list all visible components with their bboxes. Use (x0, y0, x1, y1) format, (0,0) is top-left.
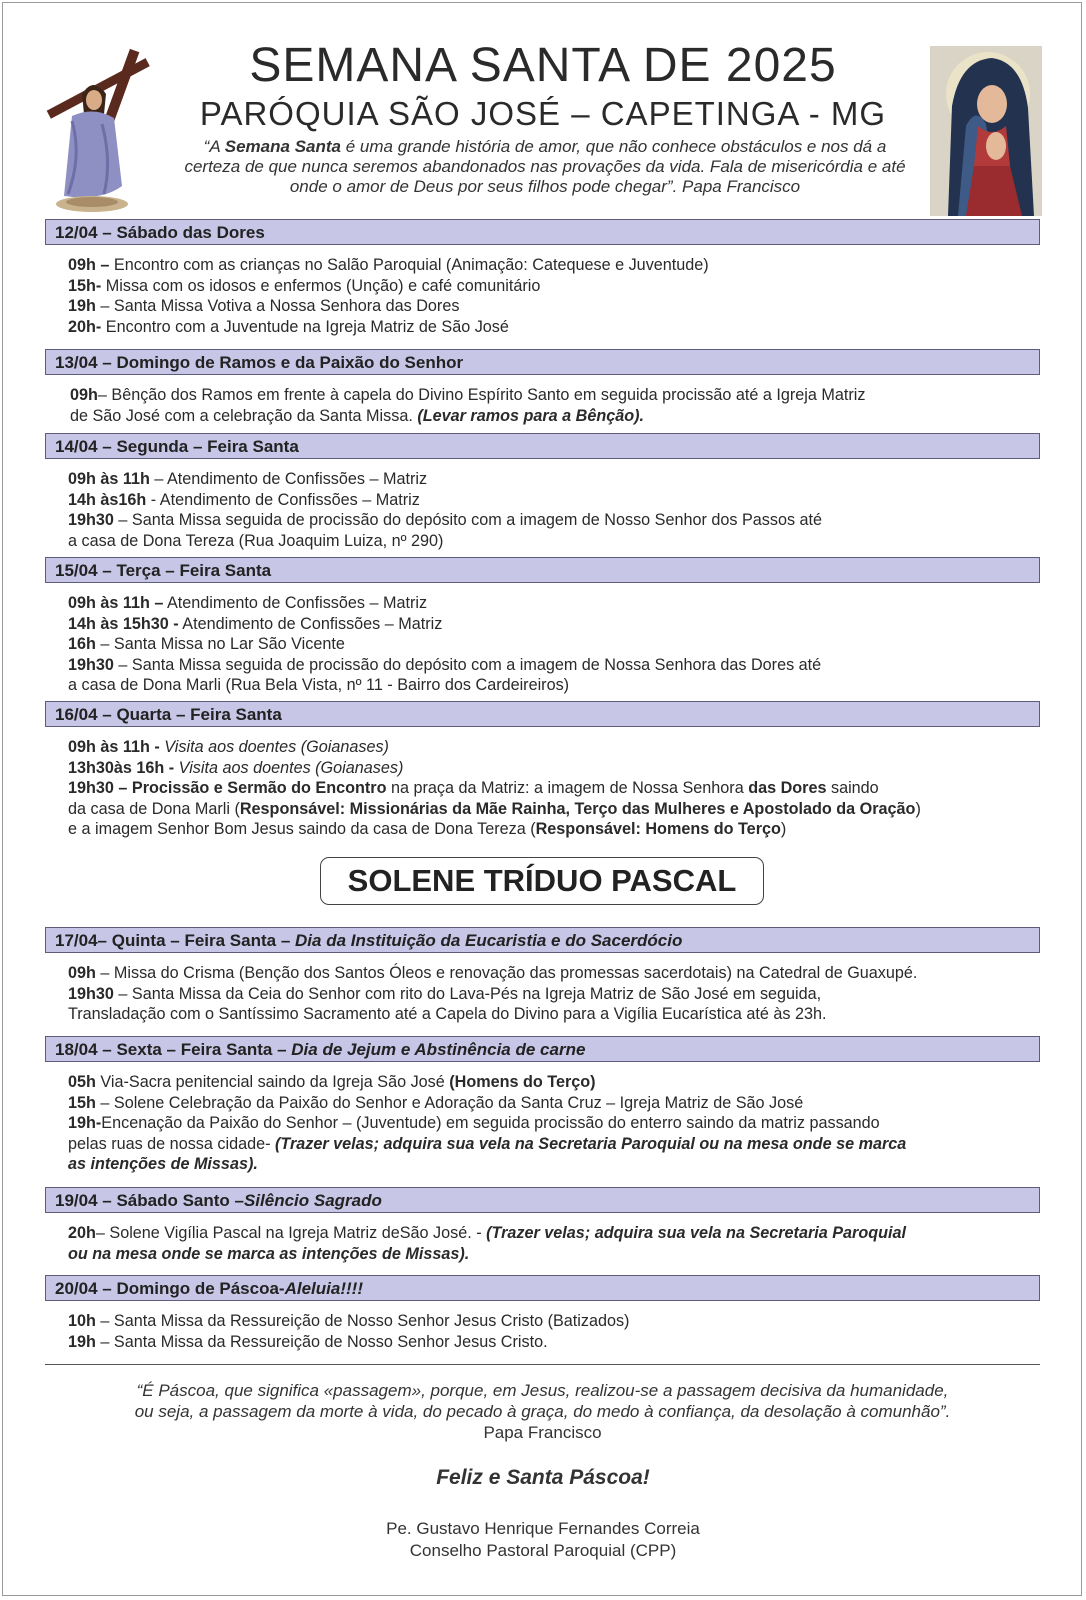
day-items (45, 375, 1040, 426)
list-item: e a imagem Senhor Bom Jesus saindo da casa de Dona Tereza (Responsável: Homens do Terço) (68, 820, 787, 838)
page-title: SEMANA SANTA DE 2025 (249, 39, 837, 92)
day-section-13-04 (45, 349, 1040, 426)
day-items (45, 727, 1040, 840)
list-item: 20h– Solene Vigília Pascal na Igreja Matriz deSão José. - (Trazer velas; adquira sua vela na Secretaria Paroquial (68, 1224, 907, 1242)
page-subtitle: PARÓQUIA SÃO JOSÉ – CAPETINGA - MG (199, 95, 887, 132)
list-item: 14h às 15h30 - Atendimento de Confissões – Matriz (68, 614, 443, 633)
day-header: 13/04 – Domingo de Ramos e da Paixão do Senhor (45, 349, 1040, 375)
day-header: 19/04 – Sábado Santo –Silêncio Sagrado (45, 1187, 1040, 1213)
list-item: da casa de Dona Marli (Responsável: Missionárias da Mãe Rainha, Terço das Mulheres e Apostolado da Oração) (68, 799, 921, 818)
header-quote: “A Semana Santa é uma grande história de amor, que não conhece obstáculos e nos dá a certeza de que nunca seremos abandonados nas provações da vida. Fala de misericórdia e até onde o amor de Deus por seus filhos pode chegar”. Papa Francisco (184, 137, 906, 196)
day-section-15-04 (45, 557, 1040, 696)
list-item: a casa de Dona Marli (Rua Bela Vista, nº 11 - Bairro dos Cardeireiros) (68, 676, 570, 694)
list-item: 13h30às 16h - Visita aos doentes (Goianases) (68, 758, 404, 777)
list-item: 05h Via-Sacra penitencial saindo da Igreja São José (Homens do Terço) (68, 1073, 596, 1091)
list-item: 19h-Encenação da Paixão do Senhor – (Juventude) em seguida procissão do enterro saindo da matriz passando (68, 1114, 880, 1132)
list-item: as intenções de Missas). (68, 1155, 258, 1173)
footer-quote: “É Páscoa, que significa «passagem», porque, em Jesus, realizou-se a passagem decisiva da humanidade, ou seja, a passagem da morte à vida, do pecado à graça, do medo à confiança, da desolação à comunhão”. Papa Francisco (134, 1381, 951, 1442)
day-items (45, 245, 1040, 337)
signature: Pe. Gustavo Henrique Fernandes Correia Conselho Pastoral Paroquial (CPP) (386, 1519, 700, 1560)
list-item: 19h30 – Santa Missa da Ceia do Senhor com rito do Lava-Pés na Igreja Matriz de São José em seguida, (68, 984, 822, 1003)
list-item: 19h – Santa Missa Votiva a Nossa Senhora das Dores (68, 297, 460, 315)
day-section-19-04 (45, 1187, 1040, 1264)
footer-divider (45, 1364, 1040, 1365)
list-item: 16h – Santa Missa no Lar São Vicente (68, 635, 345, 653)
list-item: 19h30 – Santa Missa seguida de procissão do depósito com a imagem de Nosso Senhor dos Passos até (68, 511, 823, 529)
list-item: 20h- Encontro com a Juventude na Igreja Matriz de São José (68, 317, 509, 336)
our-lady-of-sorrows-image (930, 46, 1042, 216)
list-item: pelas ruas de nossa cidade- (Trazer velas; adquira sua vela na Secretaria Paroquial ou na mesa onde se marca (68, 1134, 907, 1153)
list-item: 14h às16h - Atendimento de Confissões – Matriz (68, 490, 420, 509)
day-section-14-04 (45, 433, 1040, 551)
list-item: 09h às 11h - Visita aos doentes (Goianases) (68, 738, 389, 756)
day-header: 15/04 – Terça – Feira Santa (45, 557, 1040, 583)
day-items (45, 459, 1040, 551)
day-header: 18/04 – Sexta – Feira Santa – Dia de Jejum e Abstinência de carne (45, 1036, 1040, 1062)
list-item: 09h – Encontro com as crianças no Salão Paroquial (Animação: Catequese e Juventude) (68, 256, 709, 274)
day-header: 14/04 – Segunda – Feira Santa (45, 433, 1040, 459)
day-header: 16/04 – Quarta – Feira Santa (45, 701, 1040, 727)
list-item: 09h às 11h – Atendimento de Confissões – Matriz (68, 594, 428, 612)
list-item: 09h – Missa do Crisma (Benção dos Santos Óleos e renovação das promessas sacerdotais) na Catedral de Guaxupé. (68, 964, 918, 982)
list-item: 19h – Santa Missa da Ressureição de Nosso Senhor Jesus Cristo. (68, 1332, 548, 1351)
day-header: 17/04– Quinta – Feira Santa – Dia da Instituição da Eucaristia e do Sacerdócio (45, 927, 1040, 953)
day-header: 12/04 – Sábado das Dores (45, 219, 1040, 245)
day-section-18-04 (45, 1036, 1040, 1175)
day-items (45, 583, 1040, 696)
list-item: 19h30 – Procissão e Sermão do Encontro na praça da Matriz: a imagem de Nossa Senhora das Dores saindo (68, 779, 879, 797)
day-section-12-04 (45, 219, 1040, 337)
list-item: 10h – Santa Missa da Ressureição de Nosso Senhor Jesus Cristo (Batizados) (68, 1312, 630, 1330)
list-item: Transladação com o Santíssimo Sacramento até a Capela do Divino para a Vigília Eucarística até às 23h. (68, 1005, 827, 1023)
list-item: 09h– Bênção dos Ramos em frente à capela do Divino Espírito Santo em seguida procissão até a Igreja Matriz (70, 386, 866, 404)
list-item: ou na mesa onde se marca as intenções de Missas). (68, 1244, 470, 1263)
list-item: de São José com a celebração da Santa Missa. (Levar ramos para a Bênção). (70, 406, 645, 425)
list-item: 15h- Missa com os idosos e enfermos (Unção) e café comunitário (68, 276, 541, 295)
list-item: 09h às 11h – Atendimento de Confissões – Matriz (68, 470, 428, 488)
list-item: 15h – Solene Celebração da Paixão do Senhor e Adoração da Santa Cruz – Igreja Matriz de São José (68, 1093, 804, 1112)
day-header: 20/04 – Domingo de Páscoa-Aleluia!!!! (45, 1275, 1040, 1301)
greeting: Feliz e Santa Páscoa! (436, 1466, 650, 1489)
header (0, 0, 1086, 215)
list-item: a casa de Dona Tereza (Rua Joaquim Luiza, nº 290) (68, 531, 444, 550)
day-items (45, 953, 1040, 1025)
day-items (45, 1301, 1040, 1352)
day-items (45, 1062, 1040, 1175)
day-section-20-04 (45, 1275, 1040, 1352)
day-section-16-04 (45, 701, 1040, 840)
list-item: 19h30 – Santa Missa seguida de procissão do depósito com a imagem de Nossa Senhora das Dores até (68, 655, 822, 674)
day-items (45, 1213, 1040, 1264)
day-section-17-04 (45, 927, 1040, 1025)
triduo-pascal-heading: SOLENE TRÍDUO PASCAL (320, 857, 764, 905)
